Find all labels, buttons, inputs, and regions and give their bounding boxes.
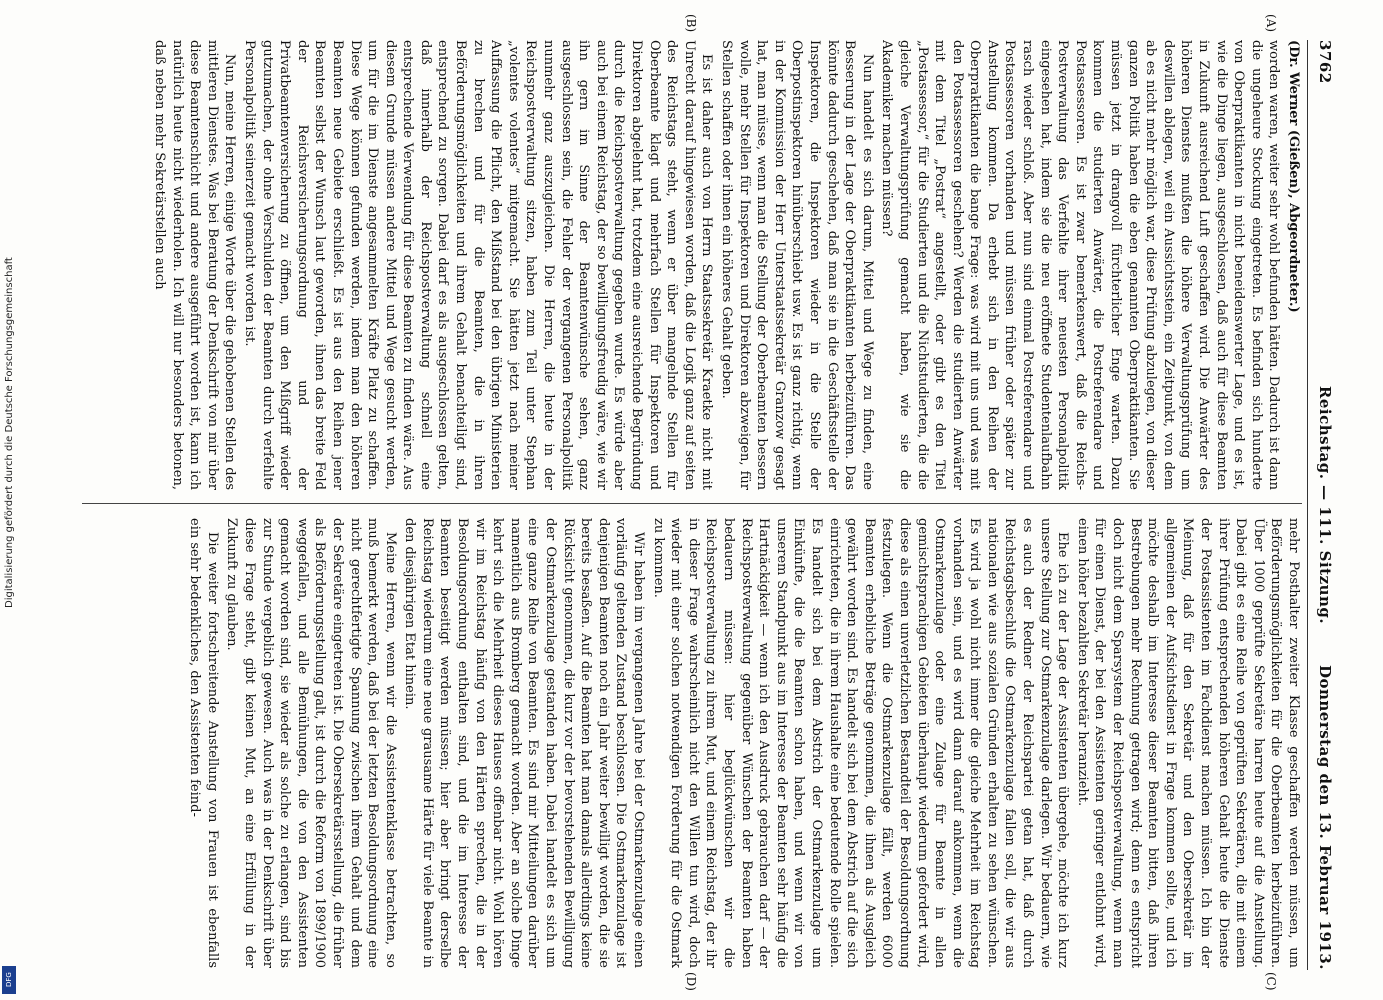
- margin-mark-d: (D): [684, 972, 698, 991]
- paragraph: Es ist daher auch von Herrn Staatssekretär Kraetke nicht mit Unrecht darauf hingewiesen worden, daß die Logik ganz auf seiten des Reichstags steht, wenn er über mangelnde Stellen für Oberbeamte klagt und mehrfach Stellen für Inspektoren und Direktoren abgelehnt hat, trotzdem eine ausreichende Begründung durch die Reichspostverwaltung gegeben wurde. Es würde aber auch bei einem Reichstag, der so bewilligungsfreudig wäre, wie wir ihn gern im Sinne der Beamtenwünsche sehen, ganz ausgeschlossen sein, die Fehler der vergangenen Personalpolitik nunmehr ganz auszugleichen. Die Herren, die heute in der Reichspostverwaltung sitzen, haben zum Teil unter Stephan „volentes volentes“ mitgemacht. Sie hätten jetzt nach meiner Auffassung die Pflicht, den Mißstand bei den übrigen Ministerien zu brechen und für die Beamten, die in ihren Beförderungsmöglichkeiten und ihrem Gehalt benachteiligt sind, entsprechend zu sorgen. Dabei darf es als ausgeschlossen gelten, daß innerhalb der Reichspostverwaltung schnell eine entsprechende Verwendung für diese Beamten zu finden wäre. Aus diesem Grunde müssen andere Mittel und Wege gesucht werden, um für die im Dienste angesammelten Kräfte Platz zu schaffen. Diese Wege können gefunden werden, indem man den höheren Beamten neue Gebiete erschließt. Es ist aus den Reihen jener Beamten selbst der Wunsch laut geworden, ihnen das breite Feld der Reichsversicherungsordnung und der Privatbeamtenversicherung zu öffnen, um den Mißgriff wieder gutzumachen, der ohne Verschulden der Beamten durch verfehlte Personalpolitik seinerzeit gemacht worden ist.: [241, 40, 715, 490]
- right-column: [82, 518, 1302, 968]
- paragraph: Wir haben im vergangenen Jahre bei der Ostmarkenzulage einen vorläufig geltenden Zustand beschlossen. Die Ostmarkenzulage ist denjenigen Beamten noch ein Jahr weiter bewilligt worden, die sie bereits besaßen. Auf die Beamten hat man damals allerdings keine Rücksicht genommen, die kurz vor der bevorstehenden Bewilligung der Ostmarkenzulage gestanden haben. Dabei handelt es sich um eine ganze Reihe von Beamten. Es sind mir Mitteilungen darüber namentlich aus Bromberg gemacht worden. Aber an solche Dinge kehrt sich die Mehrheit dieses Hauses offenbar nicht. Wohl hören wir im Reichstag häufig von den Härten sprechen, die in der Besoldungsordnung enthalten sind, und die im Interesse der Beamten beseitigt werden müssen; hier aber bringt derselbe Reichstag wiederum eine neue grausame Härte für viele Beamte in den diesjährigen Etat hinein.: [402, 518, 647, 968]
- paragraph: worden waren, weiter sehr wohl befunden hätten. Dadurch ist dann die ungeheure Stockung eingetreten. Es befinden sich hunderte von Oberpraktikanten in nicht beneidenswerter Lage, und es ist, wie die Dinge liegen, ausgeschlossen, daß auch für diese Beamten in Zukunft ausreichend Luft geschaffen wird. Die Anwärter des höheren Dienstes mußten die höhere Verwaltungsprüfung um deswillen ablegen, weil ein Aussichtsstein, ein Zeitpunkt, von dem ab es nicht mehr möglich war, diese Prüfung abzulegen, von dieser ganzen Politik haben die eben genannten Oberpraktikanten. Sie müssen jetzt in drangvoll fürchterlicher Enge warten. Dazu kommen die studierten Anwärter, die Postreferendare und Postassessoren. Es ist zwar bemerkenswert, daß die Reichs-Postverwaltung das Verfehlte ihrer neuesten Personalpolitik eingesehen hat, indem sie die neu eröffnete Studentenlaufbahn rasch wieder schloß. Aber nun sind einmal Postreferendare und Postassessoren vorhanden und müssen früher oder später zur Anstellung kommen. Da erhebt sich in den Reihen der Oberpraktikanten die bange Frage: was wird mit uns und was mit den Postassessoren geschehen? Werden die studierten Anwärter mit dem Titel „Postrat“ angestellt, oder gibt es den Titel „Postassessor,“ für die Studierten und die Nichtstudierten, die die gleiche Verwaltungsprüfung gemacht haben, wie sie die Akademiker machen müssen?: [879, 40, 1282, 490]
- page-header: [1310, 40, 1338, 970]
- paragraph: Ehe ich zu der Lage der Assistenten übergehe, möchte ich kurz unsere Stellung zur Ostmarkenzulage darlegen. Wir bedauern, wie es auch der Redner der Reichspartei getan hat, daß durch Reichstagsbeschluß die Ostmarkenzulage fallen soll, die wir aus nationalen wie aus sozialen Gründen erhalten zu sehen wünschen. Es wird ja wohl nicht immer die gleiche Mehrheit im Reichstag vorhanden sein, und es wird dann darauf ankommen, wenn die Ostmarkenzulage oder eine Zulage für Beamte in allen gemischtsprachigen Gebieten überhaupt wiederum gefordert wird, diese als einen unverletzlichen Bestandteil der Besoldungsordnung festzulegen. Wenn die Ostmarkenzulage fällt, werden 6000 Beamten erhebliche Beträge genommen, die ihnen als Ausgleich gewährt worden sind. Es handelt sich bei dem Abstrich auf die sich einrichteten, die in ihrem Haushalte eine bedeutende Rolle spielen. Es handelt sich bei dem Abstrich der Ostmarkenzulage um Einkünfte, die die Beamten schon haben, und wenn wir von unserem Standpunkt aus im Interesse der Beamten sehr häufig die Hartnäckigkeit — wenn ich den Ausdruck gebrauchen darf — der Reichspostverwaltung gegenüber Wünschen der Beamten haben bedauern müssen: hier beglückwünschen wir die Reichspostverwaltung zu ihrem Mut, und einem Reichstag, der ihr in dieser Frage wahrscheinlich nicht den Willen tun wird, doch wieder mit einer solchen notwendigen Forderung für die Ostmark zu kommen.: [650, 518, 1071, 968]
- paragraph: Nun, meine Herren, einige Worte über die gehobenen Stellen des mittleren Dienstes. Was bei Beratung der Denkschrift von mir über diese Beamtenschicht und andere ausgeführt worden ist, kann ich natürlich heute nicht wiederholen. Ich will nur besonders betonen, daß neben mehr Sekretärstellen auch: [152, 40, 238, 490]
- margin-mark-c: (C): [1264, 972, 1278, 991]
- margin-mark-a: (A): [1264, 14, 1278, 33]
- header-rule: [1307, 40, 1308, 970]
- column-separator: [82, 503, 1302, 504]
- paragraph: Nun handelt es sich darum, Mittel und Wege zu finden, eine Besserung in der Lage der Oberpraktikanten herbeizuführen. Das könnte dadurch geschehen, daß man sie in die Geschäftsstelle der Inspektoren, die Inspektoren wieder in die Stelle der Oberpostinspektoren hinüberschiebt usw. Es ist ganz richtig, wenn in der Kommission der Herr Unterstaatssekretär Granzow gesagt hat, man müsse, wenn man die Stellung der Oberbeamten bessern wolle, mehr Stellen für Inspektoren und Direktoren abzweigen, für Stellen schaffen oder ihnen ein höheres Gehalt geben.: [719, 40, 875, 490]
- paragraph: Die weiter fortschreitende Anstellung von Frauen ist ebenfalls ein sehr bedenkliches, den Assistenten feind-: [187, 518, 220, 968]
- paragraph: mehr Posthalter zweiter Klasse geschaffen werden müssen, um Beförderungsmöglichkeiten für die Oberbeamten herbeizuführen. Über 1000 geprüfte Sekretäre harren heute auf die Anstellung. Dabei gibt es eine Reihe von geprüften Sekretären, die mit einem ihrer Prüfung entsprechenden höheren Gehalt heute die Dienste der Postassistenten im Fachdienst machen müssen. Ich bin der Meinung, daß für den Sekretär und den Obersekretär im allgemeinen der Aufsichtsdienst in Frage kommen sollte, und ich möchte deshalb im Interesse dieser Beamten bitten, daß ihren Bestrebungen mehr Rechnung getragen wird; denn es entspricht doch nicht dem Sparsystem der Reichspostverwaltung, wenn man für einen Dienst, der bei den Assistenten geringer entlohnt wird, einen höher bezahlten Sekretär heranzieht.: [1074, 518, 1301, 968]
- left-column: [82, 40, 1302, 490]
- session-title: Reichstag. — 111. Sitzung.: [1316, 385, 1334, 625]
- rotated-page-content: [78, 14, 1338, 991]
- dfg-logo: DFG: [2, 966, 16, 994]
- paragraph: Meine Herren, wenn wir die Assistentenklasse betrachten, so muß bemerkt werden, daß bei der letzten Besoldungsordnung eine nicht gerechtfertigte Spannung zwischen ihrem Gehalt und dem der Sekretäre eingetreten ist. Die Obersekretärsstellung, die früher als Beförderungsstellung galt, ist durch die Reform von 1899/1900 weggefallen, und alle Bemühungen, die von den Assistenten gemacht worden sind, sie wieder als solche zu erlangen, sind bis zur Stunde vergeblich gewesen. Auch was in der Denkschrift über diese Frage steht, gibt keinen Mut, an eine Erfüllung in der Zukunft zu glauben.: [224, 518, 398, 968]
- page-number: 3762: [1316, 40, 1334, 84]
- speaker-line: (Dr. Werner (Gießen), Abgeordneter.): [1286, 40, 1301, 313]
- digitization-footer: Digitalisierung gefördert durch die Deutsche Forschungsgemeinschaft: [4, 257, 15, 608]
- session-date: Donnerstag den 13. Februar 1913.: [1316, 664, 1334, 970]
- margin-mark-b: (B): [684, 14, 698, 33]
